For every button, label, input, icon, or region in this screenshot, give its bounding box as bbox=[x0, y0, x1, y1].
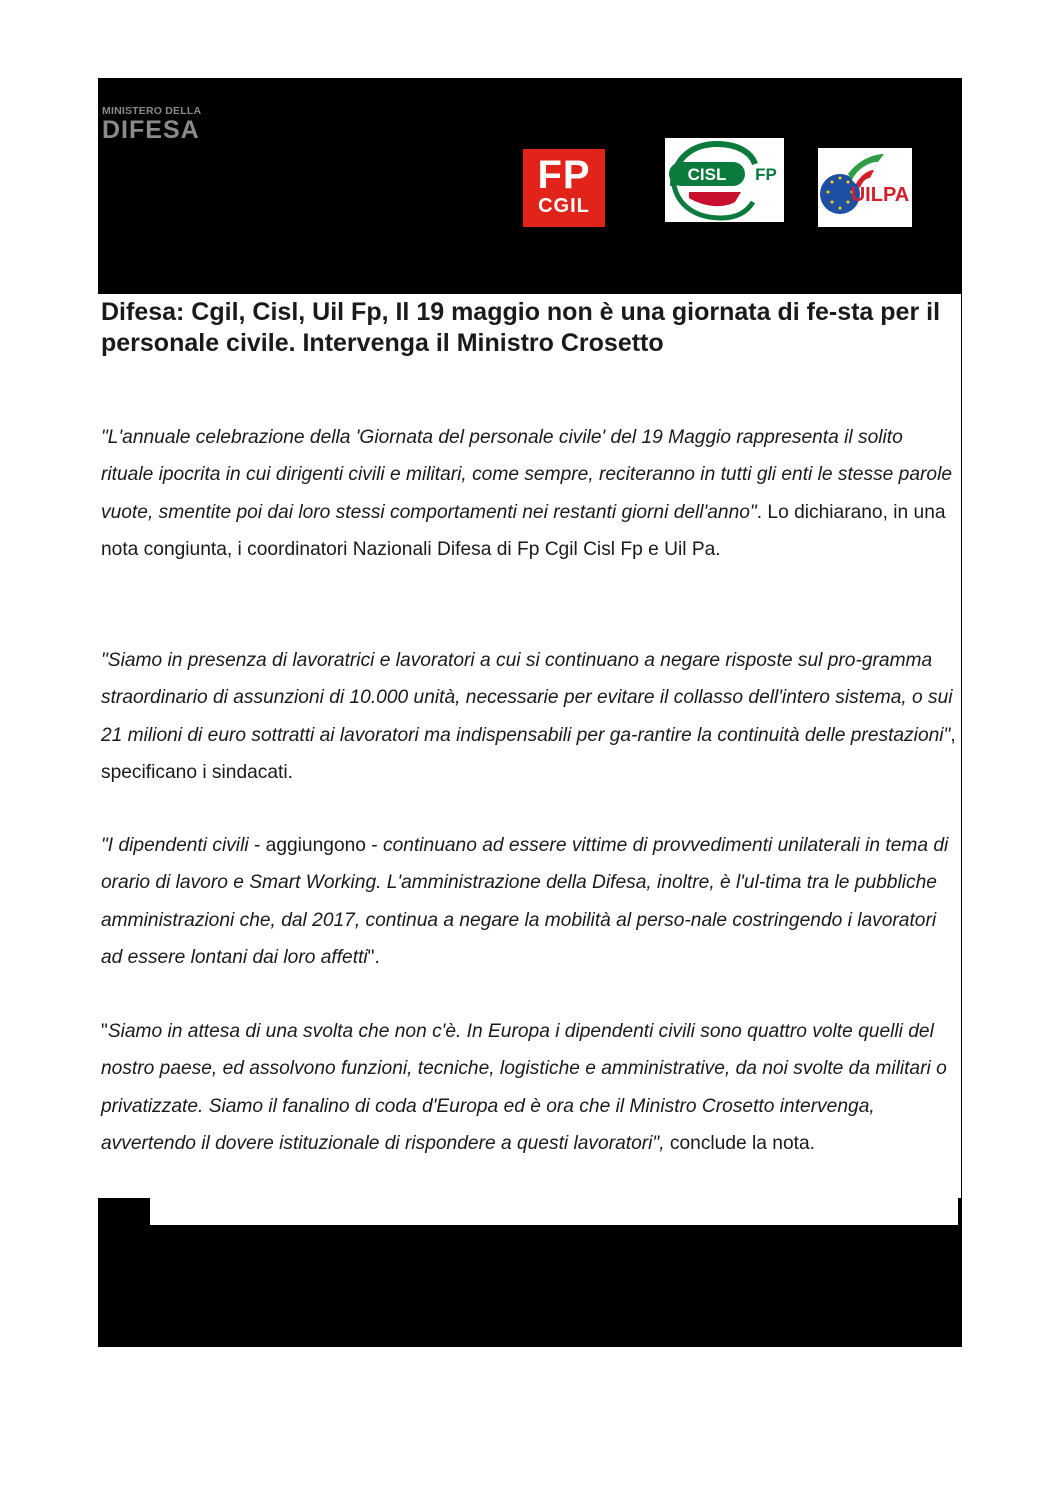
cisl-fp-logo bbox=[665, 138, 784, 222]
uilpa-logo-graphic bbox=[818, 148, 912, 227]
paragraph-2-quote: "Siamo in presenza di lavoratrici e lavoratori a cui si continuano a negare risposte sul pro-gramma straordinario di assunzioni di 10.000 unità, necessarie per evitare il collasso dell'intero sistema, o sui 21 milioni di euro sottratti ai lavoratori ma indispensabili per ga-rantire la continuità delle prestazioni" bbox=[101, 650, 953, 746]
paragraph-3-mid: - aggiungono - bbox=[248, 835, 384, 856]
uilpa-logo bbox=[818, 148, 912, 227]
cisl-logo-text: CISL bbox=[687, 165, 727, 184]
paragraph-4-head: " bbox=[101, 1021, 108, 1042]
cisl-logo-fp-text: FP bbox=[755, 165, 777, 184]
paragraph-4-quote: Siamo in attesa di una svolta che non c'è. In Europa i dipendenti civili sono quattro volte quelli del nostro paese, ed assolvono funzioni, tecniche, logistiche e amministrative, da noi svolte da militari o privatizzate. Siamo il fanalino di coda d'Europa ed è ora che il Ministro Crosetto intervenga, avvertendo il dovere istituzionale di rispondere a questi lavoratori", bbox=[101, 1021, 947, 1155]
paragraph-3 bbox=[101, 827, 959, 977]
paragraph-2 bbox=[101, 642, 959, 792]
paragraph-2-tail: , specificano i sindacati. bbox=[101, 724, 956, 784]
right-border-line bbox=[961, 294, 962, 1200]
paragraph-1 bbox=[101, 419, 959, 569]
paragraph-3-tail: ". bbox=[367, 947, 380, 969]
uilpa-logo-text: UILPA bbox=[850, 184, 910, 206]
paragraph-4 bbox=[101, 1013, 959, 1163]
paragraph-1-quote: "L'annuale celebrazione della 'Giornata del personale civile' del 19 Maggio rappresenta il solito rituale ipocrita in cui dirigenti civili e militari, come sempre, reciteranno in tutti gli enti le stesse parole vuote, smentite poi dai loro stessi comportamenti nei restanti giorni dell'anno" bbox=[101, 427, 953, 523]
paragraph-4-tail: conclude la nota. bbox=[664, 1133, 815, 1155]
footer-white-strip bbox=[150, 1198, 958, 1225]
cisl-fp-logo-graphic bbox=[665, 138, 784, 222]
header-band bbox=[98, 78, 962, 294]
headline: Difesa: Cgil, Cisl, Uil Fp, Il 19 maggio non è una giornata di fe-sta per il personale civile. Intervenga il Ministro Crosetto bbox=[101, 298, 941, 357]
fp-cgil-logo bbox=[523, 149, 605, 227]
paragraph-3-quote-1: "I dipendenti civili bbox=[101, 835, 249, 856]
ministry-defence-logo bbox=[102, 106, 201, 143]
ministry-logo-line2: DIFESA bbox=[102, 115, 200, 144]
ministry-logo-line1: MINISTERO DELLA bbox=[102, 105, 202, 117]
fp-cgil-logo-cgil: CGIL bbox=[538, 195, 590, 217]
paragraph-3-quote-2: continuano ad essere vittime di provvedimenti unilaterali in tema di orario di lavoro e Smart Working. L'amministrazione della Difesa, inoltre, è l'ul-tima tra le pubbliche amministrazioni che, dal 2017, continua a negare la mobilità al perso-nale costringendo i lavoratori ad essere lontani dai loro affetti bbox=[101, 835, 949, 969]
fp-cgil-logo-fp: FP bbox=[537, 153, 591, 197]
paragraph-1-tail: . Lo dichiarano, in una nota congiunta, i coordinatori Nazionali Difesa di Fp Cgil Cisl Fp e Uil Pa. bbox=[101, 501, 946, 561]
